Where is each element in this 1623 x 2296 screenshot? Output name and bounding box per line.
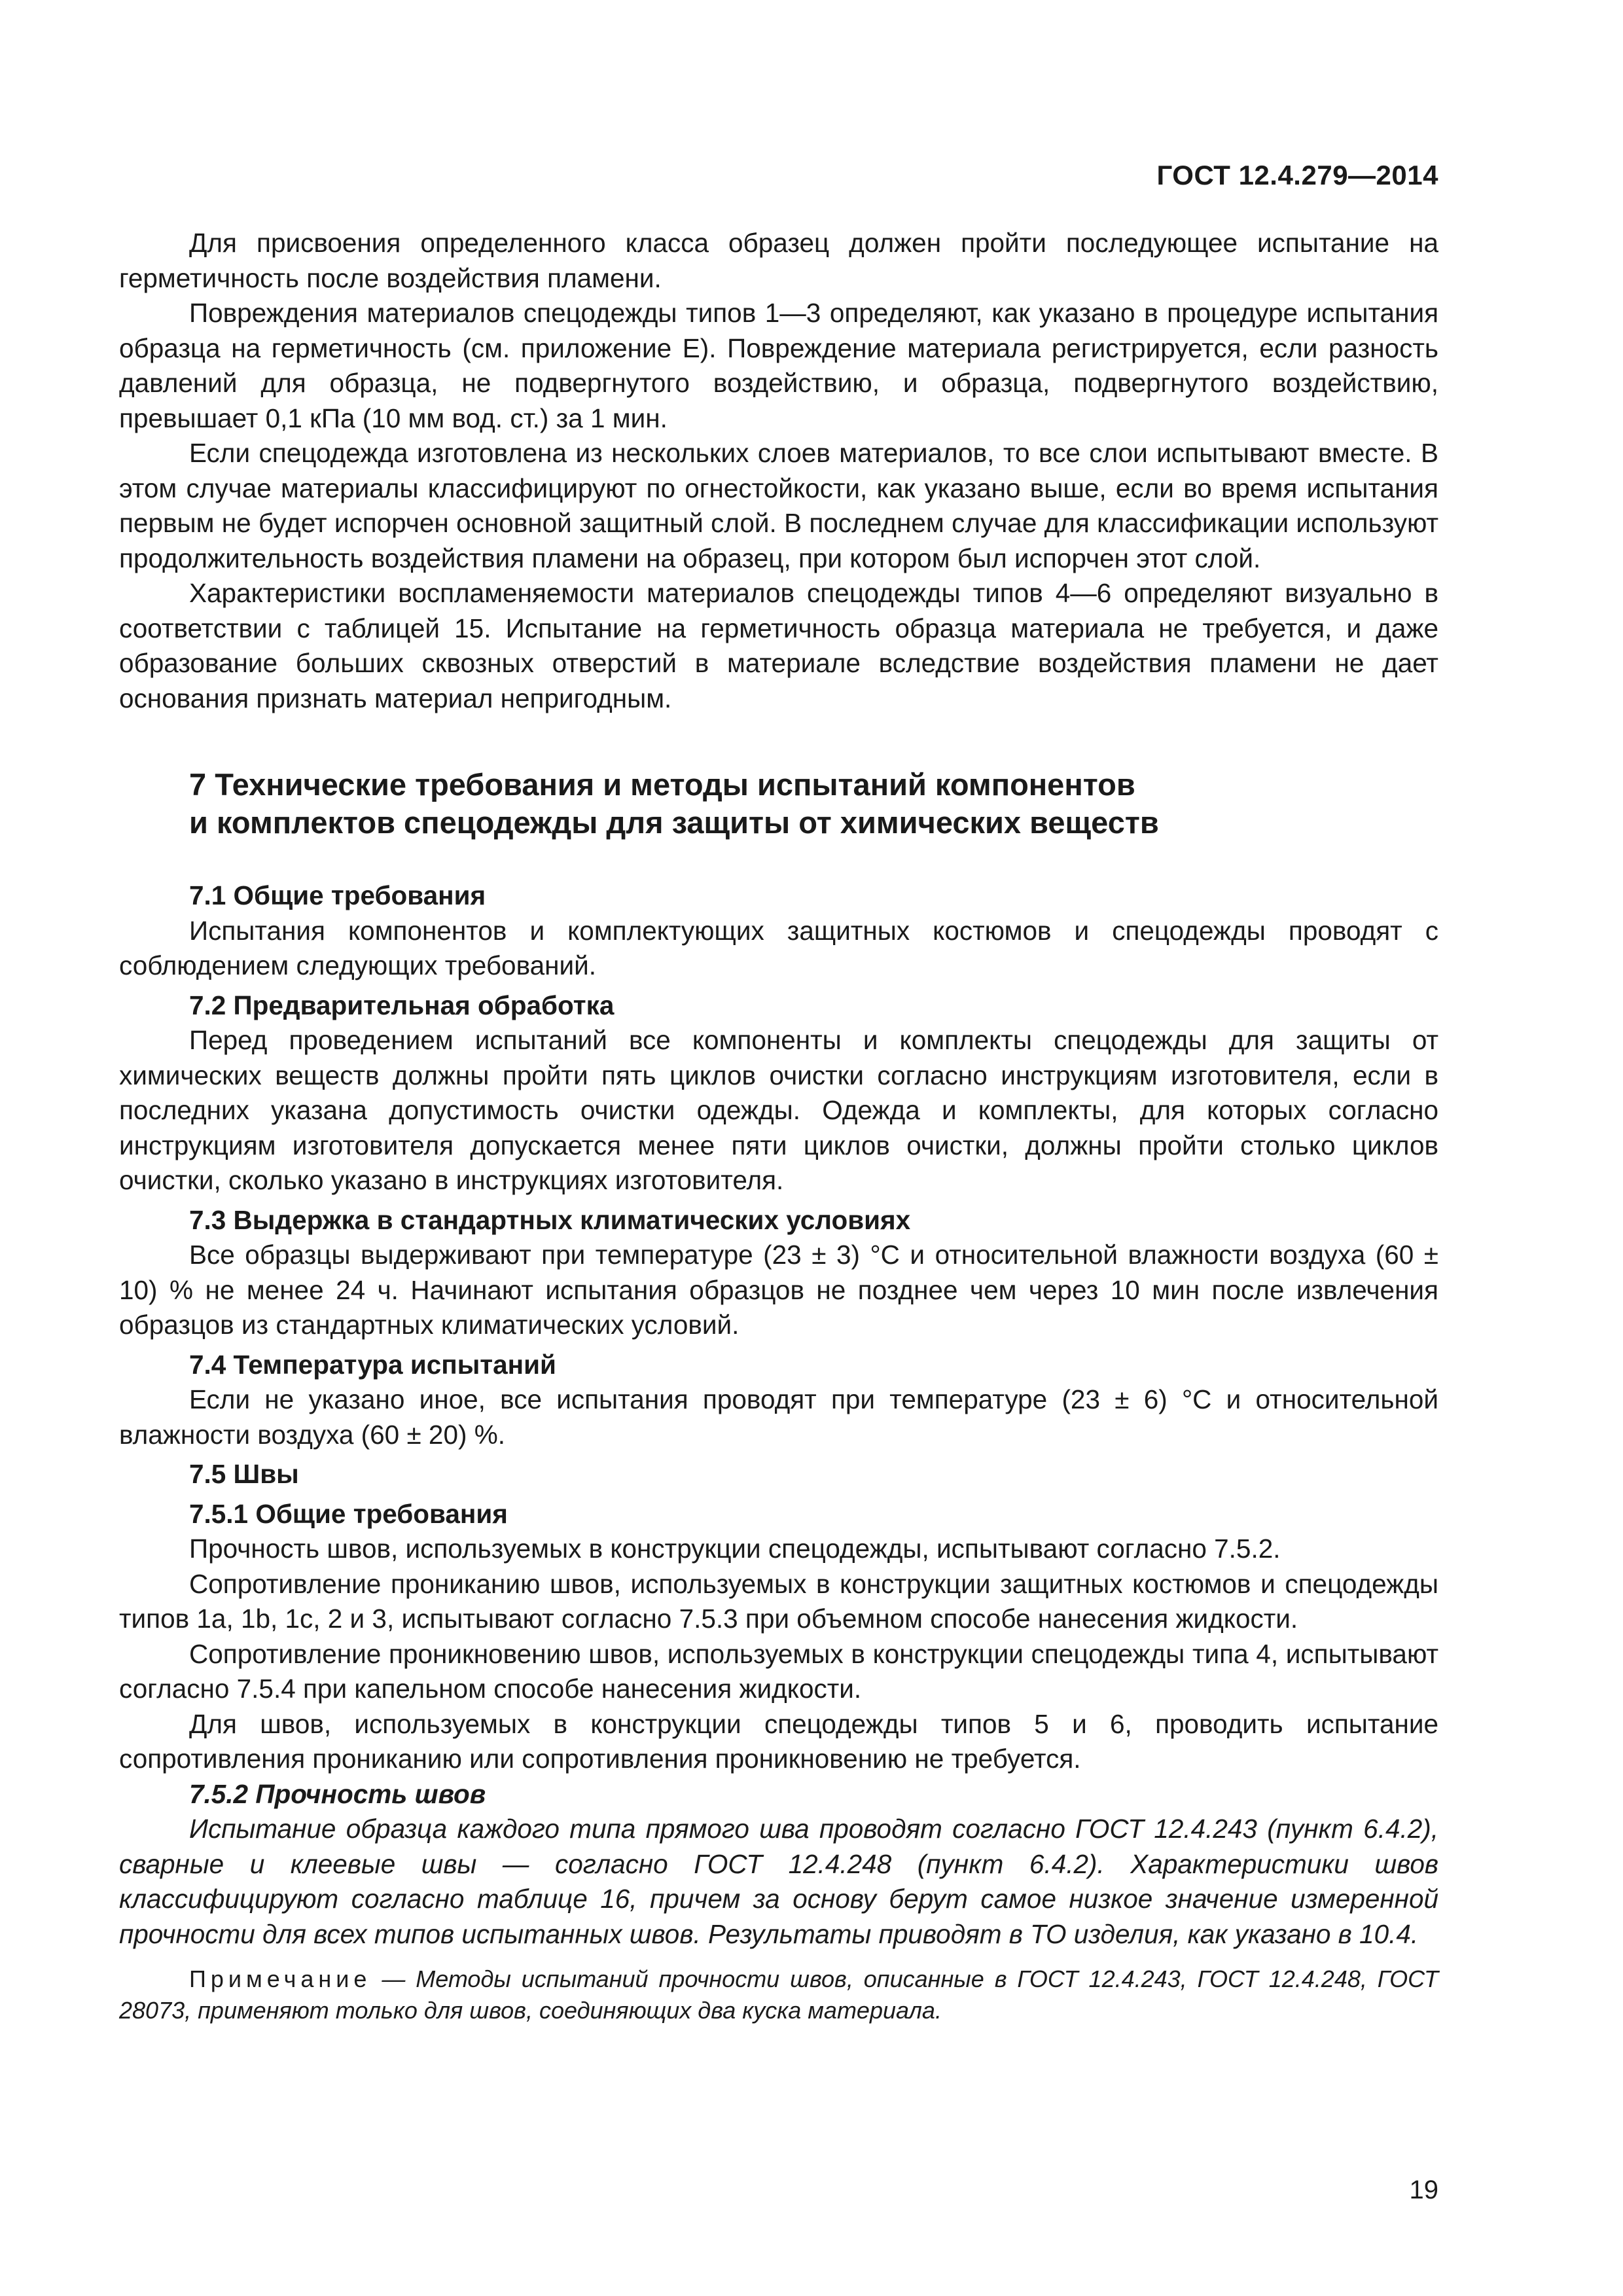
intro-paragraph-3: Если спецодежда изготовлена из нескольких слоев материалов, то все слои испытывают вместе. В этом случае материалы классифицируют по огнестойкости, как указано выше, если во время испытания первым не будет испорчен основной защитный слой. В последнем случае для классификации используют продолжительность воздействия пламени на образец, при котором был испорчен этот слой. <box>119 438 1438 573</box>
paragraph-7-5-1-c: Сопротивление проникновению швов, используемых в конструкции спецодежды типа 4, испытывают согласно 7.5.4 при капельном способе нанесения жидкости. <box>119 1638 1438 1704</box>
paragraph-7-5-2: Испытание образца каждого типа прямого шва проводят согласно ГОСТ 12.4.243 (пункт 6.4.2), сварные и клеевые швы — согласно ГОСТ 12.4.248 (пункт 6.4.2). Характеристики швов классифицируют согласно таблице 16, причем за основу берут самое низкое значение измеренной прочности для всех типов испытанных швов. Результаты приводят в ТО изделия, как указано в 10.4. <box>119 1814 1438 1949</box>
document-body <box>119 226 1438 2026</box>
page-number: 19 <box>1409 2176 1438 2204</box>
heading-7-1: 7.1 Общие требования <box>189 880 486 910</box>
heading-7-5-2: 7.5.2 Прочность швов <box>189 1778 486 1809</box>
heading-7-5-1: 7.5.1 Общие требования <box>189 1498 508 1529</box>
section-7-title <box>119 766 1438 842</box>
section-7-title-line-2: и комплектов спецодежды для защиты от химических веществ <box>189 805 1159 840</box>
intro-paragraph-4: Характеристики воспламеняемости материалов спецодежды типов 4—6 определяют визуально в соответствии с таблицей 15. Испытание на герметичность образца материала не требуется, и даже образование больших сквозных отверстий в материале вследствие воздействия пламени не дает основания признать материал непригодным. <box>119 578 1438 713</box>
intro-paragraph-2: Повреждения материалов спецодежды типов 1—3 определяют, как указано в процедуре испытания образца на герметичность (см. приложение Е). Повреждение материала регистрируется, если разность давлений для образца, не подвергнутого воздействию, и образца, подвергнутого воздействию, превышает 0,1 кПа (10 мм вод. ст.) за 1 мин. <box>119 298 1438 433</box>
section-7-title-line-1: 7 Технические требования и методы испытаний компонентов <box>189 767 1135 802</box>
paragraph-7-5-1-b: Сопротивление прониканию швов, используемых в конструкции защитных костюмов и спецодежды типов 1a, 1b, 1c, 2 и 3, испытывают согласно 7.5.3 при объемном способе нанесения жидкости. <box>119 1568 1438 1634</box>
paragraph-7-4: Если не указано иное, все испытания проводят при температуре (23 ± 6) °С и относительной влажности воздуха (60 ± 20) %. <box>119 1384 1438 1450</box>
intro-paragraph-1: Для присвоения определенного класса образец должен пройти последующее испытание на герметичность после воздействия пламени. <box>119 228 1438 293</box>
paragraph-7-5-1-a: Прочность швов, используемых в конструкции спецодежды, испытывают согласно 7.5.2. <box>189 1534 1281 1564</box>
document-header: ГОСТ 12.4.279—2014 <box>1156 160 1438 190</box>
heading-7-5: 7.5 Швы <box>189 1459 299 1489</box>
paragraph-7-5-1-d: Для швов, используемых в конструкции спецодежды типов 5 и 6, проводить испытание сопротивления прониканию или сопротивления проникновению не требуется. <box>119 1708 1438 1774</box>
heading-7-3: 7.3 Выдержка в стандартных климатических условиях <box>189 1204 911 1235</box>
paragraph-7-2: Перед проведением испытаний все компоненты и комплекты спецодежды для защиты от химических веществ должны пройти пять циклов очистки согласно инструкциям изготовителя, если в последних указана допустимость очистки одежды. Одежда и комплекты, для которых согласно инструкциям изготовителя допускается менее пяти циклов очистки, должны пройти столько циклов очистки, сколько указано в инструкциях изготовителя. <box>119 1025 1438 1195</box>
paragraph-7-3: Все образцы выдерживают при температуре (23 ± 3) °С и относительной влажности воздуха (60 ± 10) % не менее 24 ч. Начинают испытания образцов не позднее чем через 10 мин после извлечения образцов из стандартных климатических условий. <box>119 1240 1438 1340</box>
note <box>119 1964 1438 2026</box>
note-lead: Примечание <box>189 1965 372 1992</box>
paragraph-7-1: Испытания компонентов и комплектующих защитных костюмов и спецодежды проводят с соблюдением следующих требований. <box>119 915 1438 980</box>
note-text: — Методы испытаний прочности швов, описанные в ГОСТ 12.4.243, ГОСТ 12.4.248, ГОСТ 28073, применяют только для швов, соединяющих два куска материала. <box>119 1965 1438 2024</box>
heading-7-4: 7.4 Температура испытаний <box>189 1349 556 1380</box>
heading-7-2: 7.2 Предварительная обработка <box>189 990 615 1020</box>
